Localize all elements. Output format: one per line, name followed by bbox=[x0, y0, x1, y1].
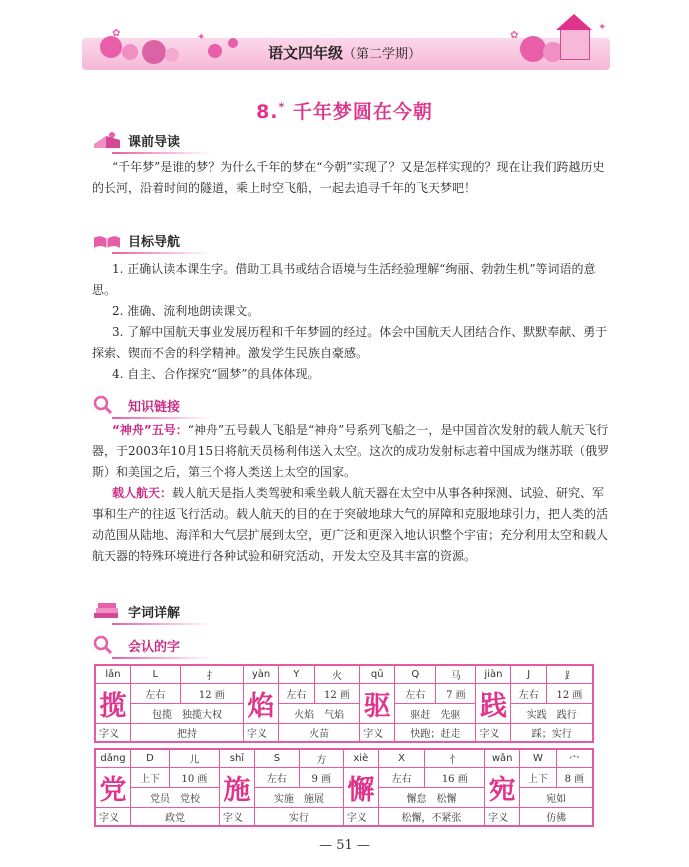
meaning-label: 字义 bbox=[476, 724, 511, 743]
initial-letter: Q bbox=[395, 665, 436, 684]
section-label: 知识链接 bbox=[128, 399, 181, 415]
structure: 左右 bbox=[511, 684, 547, 704]
goal-item: 2. 准确、流利地朗读课文。 bbox=[112, 304, 260, 318]
pinyin: qū bbox=[360, 665, 395, 684]
preview-paragraph bbox=[92, 157, 612, 199]
section-label: 目标导航 bbox=[128, 234, 181, 250]
meaning-label: 字义 bbox=[95, 724, 131, 743]
meaning: 松懈，不紧张 bbox=[378, 808, 484, 827]
character: 党 bbox=[95, 768, 131, 808]
structure: 上下 bbox=[131, 768, 170, 788]
radical: 宀 bbox=[556, 749, 593, 768]
character: 施 bbox=[219, 768, 254, 808]
character: 懈 bbox=[343, 768, 378, 808]
stroke-count: 9 画 bbox=[299, 768, 343, 788]
book-title: 语文四年级 bbox=[267, 44, 343, 62]
lesson-name: 千年梦圆在今朝 bbox=[292, 101, 433, 123]
section-recognize-heading bbox=[92, 634, 180, 656]
knowledge-entry bbox=[92, 483, 612, 567]
books-stack-icon bbox=[92, 601, 122, 621]
open-book-icon bbox=[92, 230, 122, 250]
initial-letter: S bbox=[254, 749, 299, 768]
character: 宛 bbox=[485, 768, 520, 808]
page-header bbox=[0, 0, 689, 78]
section-knowledge-heading bbox=[92, 394, 180, 416]
section-words-heading bbox=[92, 600, 180, 622]
pinyin: lǎn bbox=[95, 665, 131, 684]
char-card-row bbox=[94, 748, 594, 827]
meaning: 快跑；赶走 bbox=[395, 724, 476, 743]
structure: 左右 bbox=[131, 684, 181, 704]
pinyin: dǎng bbox=[95, 749, 131, 768]
knowledge-text: “神舟”五号载人飞船是“神舟”号系列飞船之一，是中国首次发射的载人航天飞行器，于2003年10月15日将航天员杨利伟送入太空。这次的成功发射标志着中国成为继苏联（俄罗斯）和美国之后，第三个将人类送上太空的国家。 bbox=[92, 423, 610, 479]
star-decoration-icon: ✦ bbox=[197, 32, 206, 43]
header-title bbox=[0, 42, 689, 63]
lesson-title bbox=[0, 97, 689, 124]
meaning: 踩；实行 bbox=[511, 724, 593, 743]
meaning: 实行 bbox=[254, 808, 343, 827]
section-goals-heading bbox=[92, 229, 180, 251]
knowledge-term: 载人航天： bbox=[112, 486, 173, 500]
lesson-number: 8. bbox=[256, 101, 279, 123]
initial-letter: J bbox=[511, 665, 547, 684]
stroke-count: 8 画 bbox=[556, 768, 593, 788]
magnifier-icon bbox=[92, 635, 122, 655]
page-number: — 51 — bbox=[319, 838, 370, 853]
example-words: 懈怠 松懈 bbox=[378, 788, 484, 808]
char-card-row bbox=[94, 664, 594, 743]
knowledge-entries bbox=[92, 420, 612, 567]
structure: 左右 bbox=[378, 768, 425, 788]
pinyin: xiè bbox=[343, 749, 378, 768]
section-preview-heading bbox=[92, 129, 180, 151]
meaning-label: 字义 bbox=[244, 724, 279, 743]
radical: 方 bbox=[299, 749, 343, 768]
stroke-count: 10 画 bbox=[169, 768, 219, 788]
section-label: 课前导读 bbox=[128, 134, 181, 150]
knowledge-entry bbox=[92, 420, 612, 483]
goal-item: 3. 了解中国航天事业发展历程和千年梦圆的经过。体会中国航天人团结合作、默默奉献、勇于探索、锲而不舍的科学精神。激发学生民族自豪感。 bbox=[92, 325, 608, 360]
section-underline bbox=[112, 152, 212, 154]
section-underline bbox=[112, 252, 212, 254]
knowledge-term: “神舟”五号： bbox=[112, 423, 188, 437]
character: 焰 bbox=[244, 684, 279, 724]
example-words: 实践 践行 bbox=[511, 704, 593, 724]
section-underline bbox=[112, 417, 212, 419]
example-words: 宛如 bbox=[520, 788, 593, 808]
meaning-label: 字义 bbox=[485, 808, 520, 827]
pinyin: yàn bbox=[244, 665, 279, 684]
stroke-count: 7 画 bbox=[436, 684, 476, 704]
section-label: 会认的字 bbox=[128, 639, 181, 655]
radical: 儿 bbox=[169, 749, 219, 768]
example-words: 党员 党校 bbox=[131, 788, 220, 808]
example-words: 火焰 气焰 bbox=[279, 704, 360, 724]
initial-letter: Y bbox=[279, 665, 315, 684]
radical: 扌 bbox=[180, 665, 244, 684]
star-decoration-icon: ✦ bbox=[598, 22, 607, 33]
character: 驱 bbox=[360, 684, 395, 724]
goal-item: 1. 正确认读本课生字。借助工具书或结合语境与生活经验理解“绚丽、勃勃生机”等词语的意思。 bbox=[92, 262, 596, 297]
initial-letter: X bbox=[378, 749, 425, 768]
structure: 左右 bbox=[395, 684, 436, 704]
pinyin: shī bbox=[219, 749, 254, 768]
section-underline bbox=[112, 657, 212, 659]
stroke-count: 12 画 bbox=[314, 684, 360, 704]
section-label: 字词详解 bbox=[128, 605, 181, 621]
stroke-count: 12 画 bbox=[546, 684, 593, 704]
meaning: 火苗 bbox=[279, 724, 360, 743]
goals-list bbox=[92, 259, 612, 385]
meaning-label: 字义 bbox=[219, 808, 254, 827]
section-underline bbox=[112, 623, 212, 625]
meaning: 政党 bbox=[131, 808, 220, 827]
initial-letter: L bbox=[131, 665, 181, 684]
meaning-label: 字义 bbox=[343, 808, 378, 827]
roof-decoration-icon bbox=[556, 14, 592, 30]
knowledge-text: 载人航天是指人类驾驶和乘坐载人航天器在太空中从事各种探测、试验、研究、军事和生产的往返飞行活动。载人航天的目的在于突破地球大气的屏障和克服地球引力，把人类的活动范围从陆地、海洋和大气层扩展到太空，更广泛和更深入地认识整个宇宙；充分利用太空和载人航天器的特殊环境进行各种试验和研究活动，开发太空及其丰富的资源。 bbox=[92, 486, 609, 563]
book-subtitle: （第二学期） bbox=[343, 47, 422, 62]
stroke-count: 16 画 bbox=[425, 768, 485, 788]
book-icon bbox=[92, 130, 122, 150]
initial-letter: D bbox=[131, 749, 170, 768]
preview-text: “千年梦”是谁的梦？为什么千年的梦在“今朝”实现了？又是怎样实现的？现在让我们跨越历史的长河，沿着时间的隧道，乘上时空飞船，一起去追寻千年的飞天梦吧！ bbox=[92, 160, 605, 195]
lesson-mark: * bbox=[278, 100, 286, 114]
character: 揽 bbox=[95, 684, 131, 724]
radical: 马 bbox=[436, 665, 476, 684]
stroke-count: 12 画 bbox=[180, 684, 244, 704]
meaning-label: 字义 bbox=[95, 808, 131, 827]
radical: 忄 bbox=[425, 749, 485, 768]
pinyin: jiàn bbox=[476, 665, 511, 684]
magnifier-icon bbox=[92, 395, 122, 415]
example-words: 驱赶 先驱 bbox=[395, 704, 476, 724]
meaning: 仿佛 bbox=[520, 808, 593, 827]
structure: 上下 bbox=[520, 768, 557, 788]
structure: 左右 bbox=[254, 768, 299, 788]
character: 践 bbox=[476, 684, 511, 724]
meaning: 把持 bbox=[131, 724, 244, 743]
goal-item: 4. 自主、合作探究“圆梦”的具体体现。 bbox=[112, 367, 320, 381]
initial-letter: W bbox=[520, 749, 557, 768]
example-words: 实施 施展 bbox=[254, 788, 343, 808]
radical: ⻊ bbox=[546, 665, 593, 684]
star-decoration-icon: ✿ bbox=[510, 30, 519, 41]
pinyin: wǎn bbox=[485, 749, 520, 768]
structure: 左右 bbox=[279, 684, 315, 704]
radical: 火 bbox=[314, 665, 360, 684]
example-words: 包揽 独揽大权 bbox=[131, 704, 244, 724]
meaning-label: 字义 bbox=[360, 724, 395, 743]
star-decoration-icon: ✿ bbox=[112, 28, 121, 39]
